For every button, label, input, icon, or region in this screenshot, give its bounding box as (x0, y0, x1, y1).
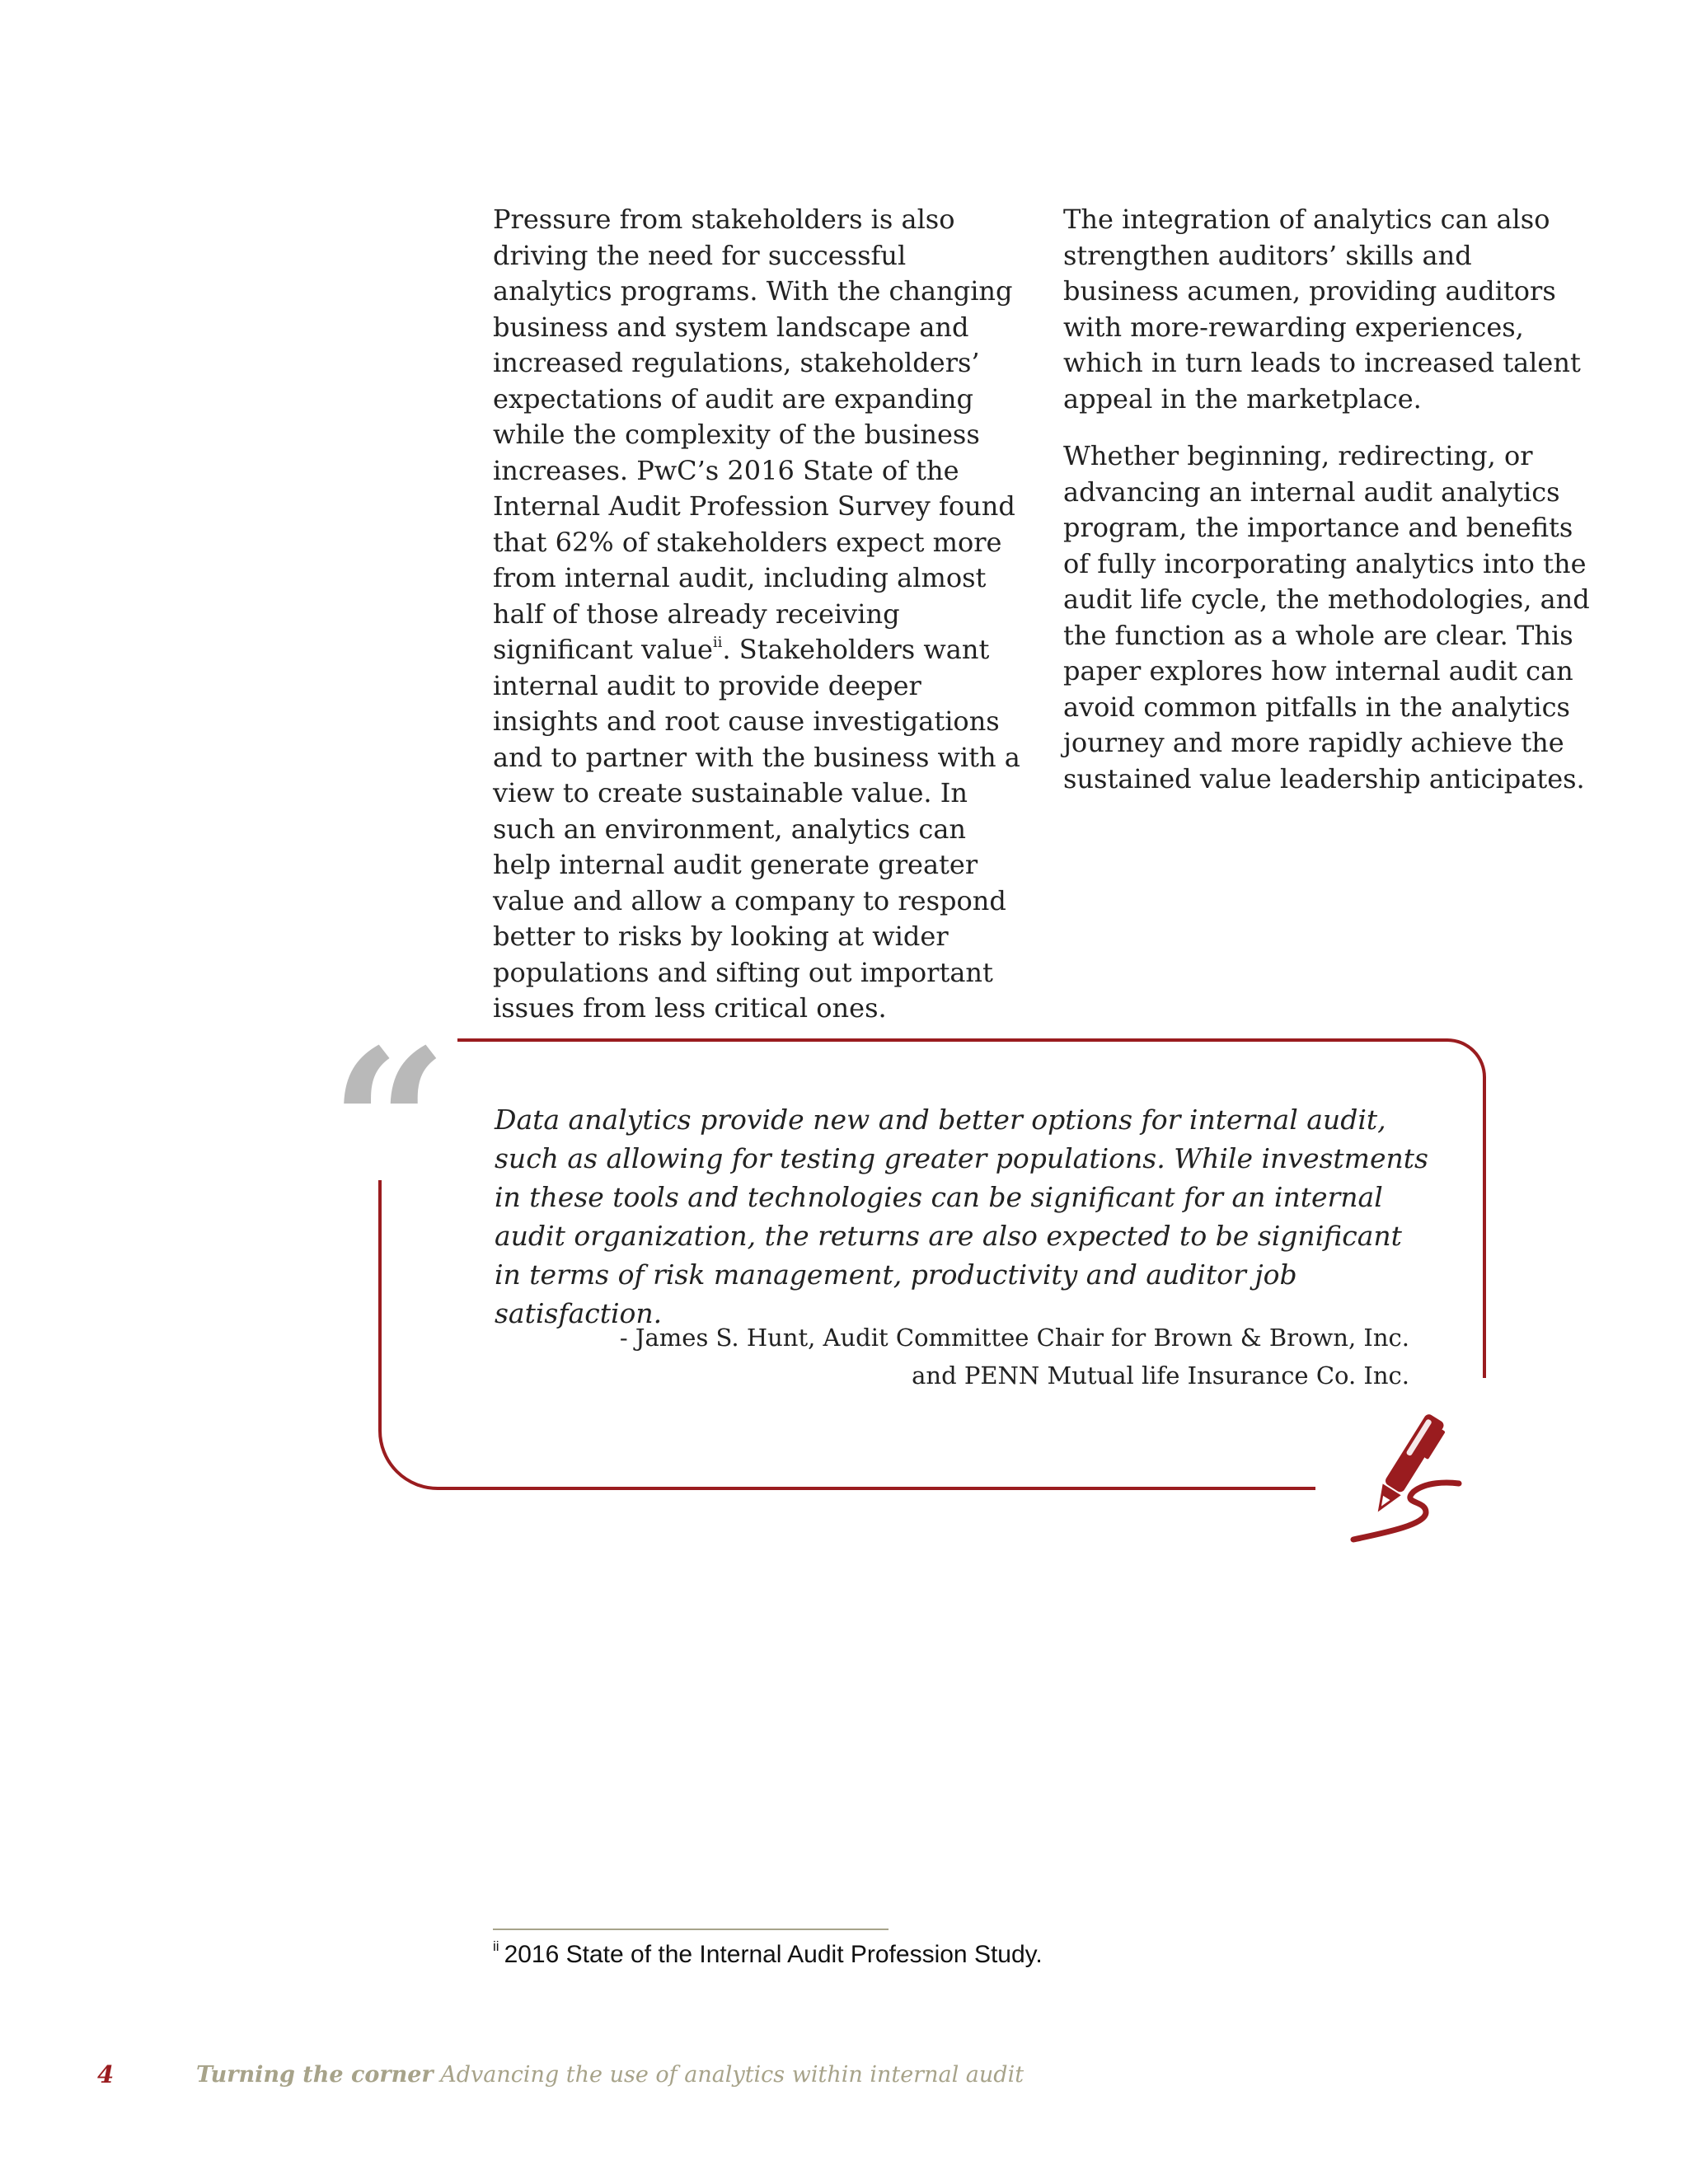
paragraph-text: . Stakeholders want internal audit to provide deeper insights and root cause investigations and to partner with the business with a view to create sustainable value. In such an environment, analytics can help internal audit generate greater value and allow a company to respond better to risks by looking at wider populations and sifting out important issues from less critical ones. (493, 634, 1020, 1024)
page-number: 4 (97, 2060, 115, 2088)
body-paragraph: Whether beginning, redirecting, or advancing an internal audit analytics program, the importance and benefits of fully incorporating analytics into the audit life cycle, the methodologies, and the function as a whole are clear. This paper explores how internal audit can avoid common pitfalls in the analytics journey and more rapidly achieve the sustained value leadership anticipates. (1063, 440, 1590, 794)
footnote-divider (493, 1929, 889, 1930)
footnote-marker: ii (493, 1938, 499, 1954)
running-title-subtitle: Advancing the use of analytics within internal audit (440, 2062, 1025, 2088)
quote-attribution (577, 1319, 1409, 1394)
attribution-line: and PENN Mutual life Insurance Co. Inc. (912, 1361, 1409, 1390)
footnote-reference[interactable]: ii (712, 634, 723, 651)
body-paragraph: The integration of analytics can also strengthen auditors’ skills and business acumen, providing auditors with more-rewarding experiences, which in turn leads to increased talent appeal in the marketplace. (1063, 204, 1581, 415)
footnote (493, 1938, 1043, 1969)
running-title (196, 2062, 1024, 2088)
footnote-text: 2016 State of the Internal Audit Profession Study. (504, 1941, 1043, 1968)
attribution-line: - James S. Hunt, Audit Committee Chair for Brown & Brown, Inc. (619, 1324, 1409, 1352)
pull-quote-text: Data analytics provide new and better options for internal audit, such as allowing for testing greater populations. While investments in these tools and technologies can be significant for an internal audit organization, the returns are also expected to be significant in terms of risk management, productivity and auditor job satisfaction. (495, 1104, 1428, 1329)
quote-mark-icon: “ (330, 1004, 448, 1246)
running-title-bold: Turning the corner (196, 2062, 434, 2088)
pen-signature-icon (1335, 1401, 1484, 1549)
paragraph-text: Pressure from stakeholders is also driving the need for successful analytics programs. With the changing business and system landscape and increased regulations, stakeholders’ expectations of audit are expanding while the complexity of the business increases. PwC’s 2016 State of the Internal Audit Profession Survey found that 62% of stakeholders expect more from internal audit, including almost half of those already receiving significant value (493, 204, 1015, 665)
